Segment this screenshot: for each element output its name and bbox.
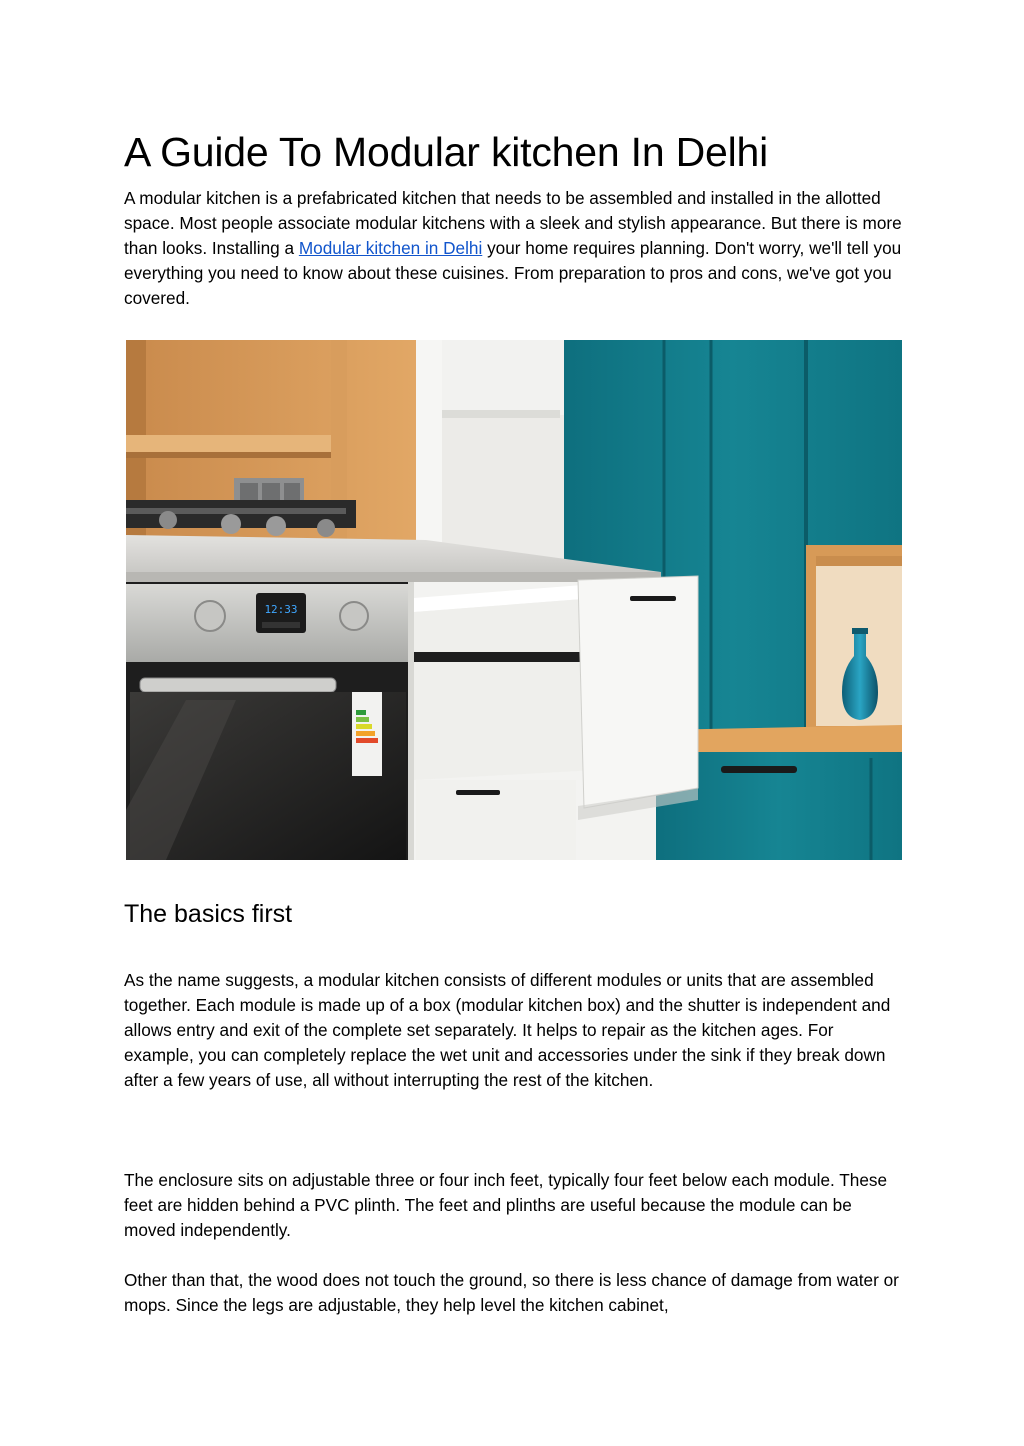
section-heading: The basics first [124,900,293,928]
page-title: A Guide To Modular kitchen In Delhi [124,129,769,175]
kitchen-photo [126,340,902,860]
oven-clock-display: 12:33 [264,603,298,616]
intro-text-after-link: your home requires planning. Don't worry, we'll tell you everything you need to know about these cuisines. From preparation to pros and cons, we've got you covered. [124,238,902,308]
paragraph-enclosure: The enclosure sits on adjustable three or four inch feet, typically four feet below each module. These feet are hidden behind a PVC plinth. The feet and plinths are useful because the module can be moved independently. [124,1170,888,1240]
paragraph-wood: Other than that, the wood does not touch the ground, so there is less chance of damage from water or mops. Since the legs are adjustable, they help level the kitchen cabinet, [124,1270,899,1315]
intro-paragraph [124,186,906,311]
modular-kitchen-link[interactable]: Modular kitchen in Delhi [298,238,483,258]
intro-text-before-link: A modular kitchen is a prefabricated kitchen that needs to be assembled and installed in the allotted space. Most people associate modular kitchens with a sleek and stylish appearance. But there is more than looks. Installing a [124,188,902,258]
paragraph-modules: As the name suggests, a modular kitchen consists of different modules or units that are assembled together. Each module is made up of a box (modular kitchen box) and the shutter is independent and allows entry and exit of the complete set separately. It helps to repair as the kitchen ages. For example, you can completely replace the wet unit and accessories under the sink if they break down after a few years of use, all without interrupting the rest of the kitchen. [124,970,891,1090]
